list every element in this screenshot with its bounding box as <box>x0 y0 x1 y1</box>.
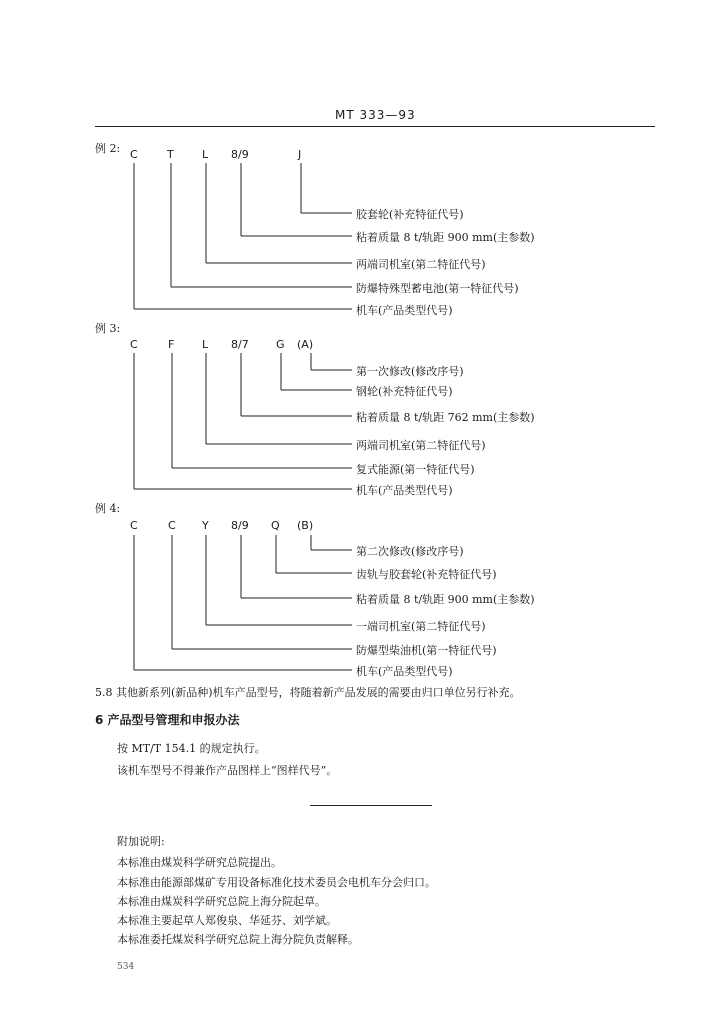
code-letter: C <box>130 148 138 161</box>
notes-line: 本标准由煤炭科学研究总院提出。 <box>117 856 282 869</box>
code-letter: L <box>202 338 209 351</box>
code-description: 第一次修改(修改序号) <box>356 365 464 378</box>
code-letter: J <box>298 148 302 161</box>
code-letter: C <box>168 519 176 532</box>
code-description: 两端司机室(第二特征代号) <box>356 258 486 271</box>
section-6-line: 该机车型号不得兼作产品图样上“图样代号”。 <box>117 764 338 777</box>
code-letter: C <box>130 338 138 351</box>
code-description: 防爆型柴油机(第一特征代号) <box>356 644 497 657</box>
notes-title: 附加说明: <box>117 835 165 848</box>
notes-line: 本标准主要起草人郑俊泉、华延芬、刘学斌。 <box>117 914 337 927</box>
code-description: 机车(产品类型代号) <box>356 665 453 678</box>
code-letter: (A) <box>297 338 314 351</box>
page-number: 534 <box>117 962 135 972</box>
code-description: 防爆特殊型蓄电池(第一特征代号) <box>356 282 519 295</box>
code-description: 粘着质量 8 t/轨距 762 mm(主参数) <box>356 411 535 424</box>
code-description: 第二次修改(修改序号) <box>356 545 464 558</box>
code-description: 胶套轮(补充特征代号) <box>356 208 464 221</box>
notes-line: 本标准由能源部煤矿专用设备标准化技术委员会电机车分会归口。 <box>117 876 436 889</box>
code-letter: T <box>167 148 174 161</box>
code-description: 齿轨与胶套轮(补充特征代号) <box>356 568 497 581</box>
example-4-label: 例 4: <box>95 502 121 515</box>
code-description: 机车(产品类型代号) <box>356 304 453 317</box>
code-description: 复式能源(第一特征代号) <box>356 463 475 476</box>
section-6-heading: 6 产品型号管理和申报办法 <box>95 713 240 727</box>
document-header: MT 333—93 <box>335 108 416 122</box>
notes-line: 本标准由煤炭科学研究总院上海分院起草。 <box>117 895 326 908</box>
code-description: 粘着质量 8 t/轨距 900 mm(主参数) <box>356 593 535 606</box>
code-letter: 8/7 <box>231 338 249 351</box>
code-letter: 8/9 <box>231 148 249 161</box>
code-letter: C <box>130 519 138 532</box>
code-letter: L <box>202 148 209 161</box>
clause-5-8: 5.8 其他新系列(新品种)机车产品型号，将随着新产品发展的需要由归口单位另行补充。 <box>95 686 521 699</box>
code-letter: G <box>276 338 285 351</box>
code-description: 粘着质量 8 t/轨距 900 mm(主参数) <box>356 231 535 244</box>
code-description: 两端司机室(第二特征代号) <box>356 439 486 452</box>
notes-line: 本标准委托煤炭科学研究总院上海分院负责解释。 <box>117 933 359 946</box>
code-description: 一端司机室(第二特征代号) <box>356 620 486 633</box>
section-6-line: 按 MT/T 154.1 的规定执行。 <box>117 742 266 755</box>
code-letter: (B) <box>297 519 314 532</box>
code-description: 机车(产品类型代号) <box>356 484 453 497</box>
code-description: 钢轮(补充特征代号) <box>356 385 453 398</box>
section-divider <box>310 805 432 806</box>
code-letter: Q <box>271 519 280 532</box>
code-letter: 8/9 <box>231 519 249 532</box>
example-2-label: 例 2: <box>95 142 121 155</box>
code-letter: F <box>168 338 175 351</box>
code-letter: Y <box>202 519 209 532</box>
example-3-label: 例 3: <box>95 322 121 335</box>
